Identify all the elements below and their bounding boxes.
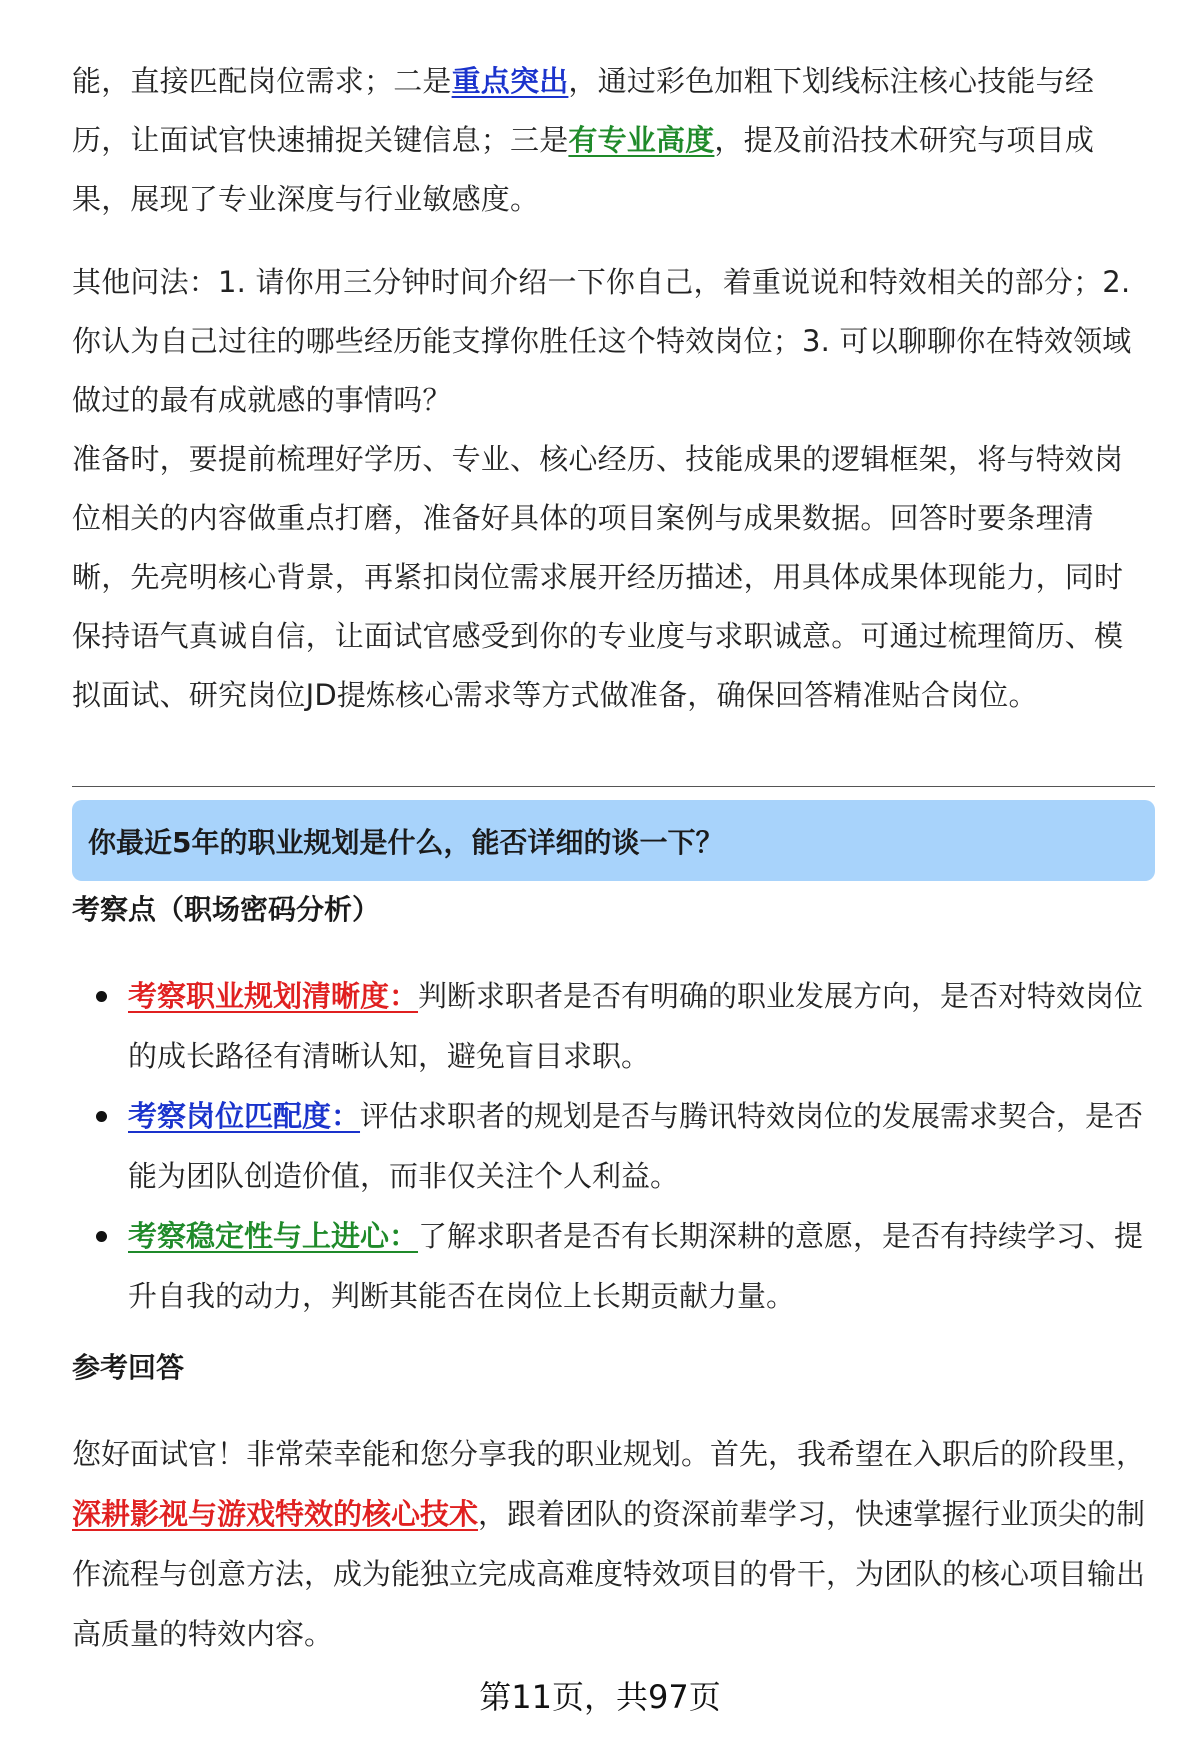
analysis-label-clarity: 考察职业规划清晰度： [128, 979, 419, 1013]
intro-text-1: 能，直接匹配岗位需求；二是 [72, 64, 452, 98]
analysis-heading: 考察点（职场密码分析） [72, 893, 381, 926]
section-divider [72, 786, 1155, 787]
list-item [72, 1086, 1155, 1206]
analysis-text-stability: 了解求职者是否有长期深耕的意愿，是否有持续学习、提升自我的动力，判断其能否在岗位上长期贡献力量。 [128, 1219, 1144, 1313]
bullet-dot-icon [96, 1111, 107, 1122]
intro-text-2: ，通过彩色加粗下划线标注核心技能与经历，让面试官快速捕捉关键信息；三是 [72, 64, 1095, 157]
reference-heading: 参考回答 [72, 1351, 185, 1384]
other-questions-paragraph: 其他问法：1. 请你用三分钟时间介绍一下你自己，着重说说和特效相关的部分；2. 你认为自己过往的哪些经历能支撑你胜任这个特效岗位；3. 可以聊聊你在特效领域做过的最有成就感的事情吗？ [72, 265, 1132, 417]
analysis-label-fit: 考察岗位匹配度： [128, 1099, 361, 1133]
highlight-core-tech: 深耕影视与游戏特效的核心技术 [72, 1497, 479, 1531]
question-box [72, 800, 1155, 881]
analysis-list [72, 966, 1155, 1326]
analysis-text-fit: 评估求职者的规划是否与腾讯特效岗位的发展需求契合，是否能为团队创造价值，而非仅关注个人利益。 [128, 1099, 1144, 1193]
analysis-text-clarity: 判断求职者是否有明确的职业发展方向，是否对特效岗位的成长路径有清晰认知，避免盲目求职。 [128, 979, 1144, 1073]
intro-paragraph-1 [72, 52, 1152, 229]
question-title: 你最近5年的职业规划是什么，能否详细的谈一下？ [88, 825, 724, 859]
highlight-professional-height: 有专业高度 [568, 123, 715, 157]
page-number: 第11页，共97页 [479, 1678, 721, 1716]
bullet-dot-icon [96, 991, 107, 1002]
intro-text-3: ，提及前沿技术研究与项目成果，展现了专业深度与行业敏感度。 [72, 123, 1095, 216]
bullet-dot-icon [96, 1231, 107, 1242]
reference-answer [72, 1424, 1155, 1664]
highlight-key-points: 重点突出 [451, 64, 569, 98]
analysis-label-stability: 考察稳定性与上进心： [128, 1219, 419, 1253]
intro-section [72, 52, 1152, 725]
preparation-paragraph: 准备时，要提前梳理好学历、专业、核心经历、技能成果的逻辑框架，将与特效岗位相关的内容做重点打磨，准备好具体的项目案例与成果数据。回答时要条理清晰，先亮明核心背景，再紧扣岗位需求展开经历描述，用具体成果体现能力，同时保持语气真诚自信，让面试官感受到你的专业度与求职诚意。可通过梳理简历、模拟面试、研究岗位JD提炼核心需求等方式做准备，确保回答精准贴合岗位。 [72, 442, 1124, 712]
answer-text-1: 您好面试官！非常荣幸能和您分享我的职业规划。首先，我希望在入职后的阶段里， [72, 1437, 1146, 1471]
answer-text-2: ，跟着团队的资深前辈学习，快速掌握行业顶尖的制作流程与创意方法，成为能独立完成高难度特效项目的骨干，为团队的核心项目输出高质量的特效内容。 [72, 1497, 1146, 1651]
list-item [72, 1206, 1155, 1326]
list-item [72, 966, 1155, 1086]
